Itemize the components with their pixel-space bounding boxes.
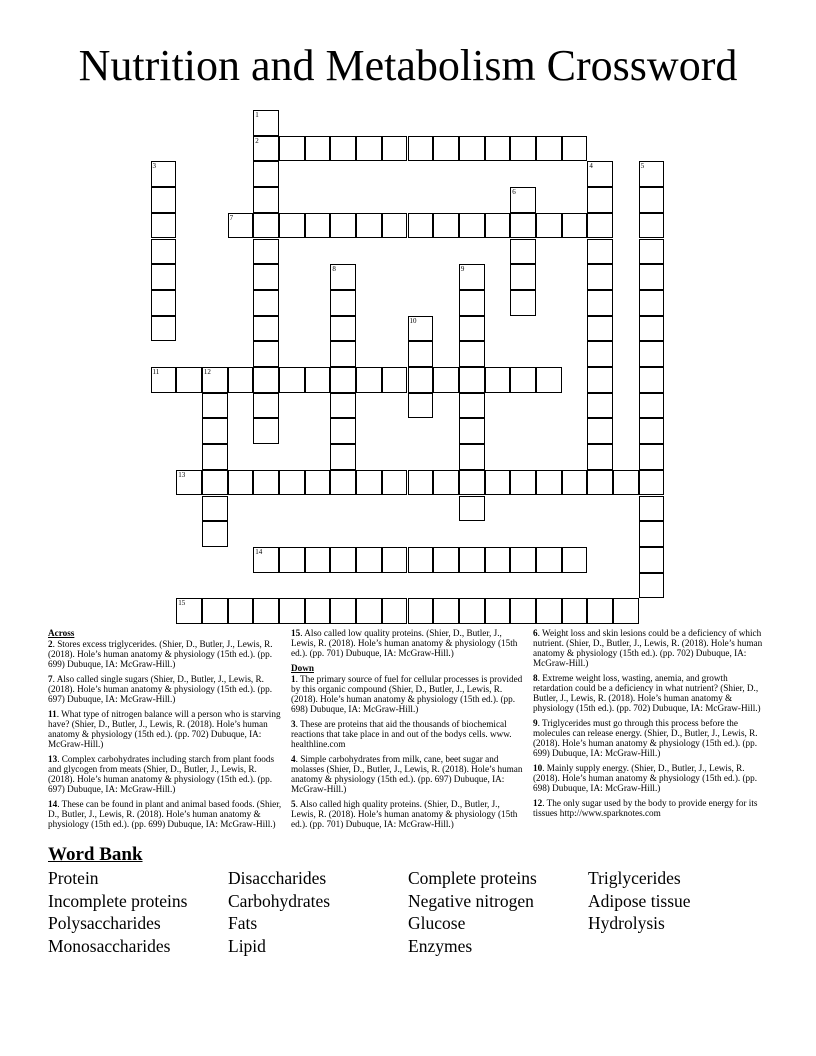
clue-across-2: 2. Stores excess triglycerides. (Shier, D., Butler, J., Lewis, R. (2018). Hole’s human anatomy & physiology (15th ed.). (pp. 699) Dubuque, IA: McGraw-Hill.) [48, 639, 273, 669]
crossword-cell[interactable] [202, 418, 228, 444]
crossword-cell[interactable] [356, 547, 382, 573]
clue-number: 7 [229, 213, 234, 222]
clue-across-15: 15. Also called low quality proteins. (Shier, D., Butler, J., Lewis, R. (2018). Hole’s human anatomy & physiology (15th ed.). (pp. 701) Dubuque, IA: McGraw-Hill.) [291, 628, 518, 658]
crossword-cell[interactable] [382, 598, 408, 624]
crossword-cell[interactable] [459, 290, 485, 316]
crossword-cell[interactable] [202, 444, 228, 470]
crossword-cell[interactable] [202, 470, 228, 496]
crossword-cell[interactable] [176, 470, 202, 496]
crossword-cell[interactable] [305, 598, 331, 624]
crossword-cell[interactable] [330, 136, 356, 162]
crossword-cell[interactable] [587, 341, 613, 367]
crossword-cell[interactable] [510, 290, 536, 316]
crossword-cell[interactable] [639, 264, 665, 290]
crossword-cell[interactable] [356, 470, 382, 496]
crossword-cell[interactable] [253, 213, 279, 239]
crossword-cell[interactable] [459, 136, 485, 162]
crossword-cell[interactable] [562, 547, 588, 573]
crossword-cell[interactable] [279, 547, 305, 573]
across-heading: Across [48, 628, 75, 638]
crossword-cell[interactable] [613, 470, 639, 496]
crossword-cell[interactable] [279, 136, 305, 162]
word-bank-item: Polysaccharides [48, 913, 161, 933]
crossword-cell[interactable] [510, 239, 536, 265]
crossword-cell[interactable] [459, 213, 485, 239]
crossword-cell[interactable] [151, 161, 177, 187]
crossword-cell[interactable] [433, 598, 459, 624]
crossword-cell[interactable] [253, 418, 279, 444]
crossword-cell[interactable] [536, 136, 562, 162]
crossword-cell[interactable] [151, 264, 177, 290]
crossword-cell[interactable] [279, 598, 305, 624]
crossword-cell[interactable] [408, 598, 434, 624]
crossword-cell[interactable] [587, 316, 613, 342]
crossword-cell[interactable] [176, 367, 202, 393]
crossword-cell[interactable] [587, 239, 613, 265]
crossword-cell[interactable] [330, 367, 356, 393]
crossword-cell[interactable] [510, 598, 536, 624]
crossword-cell[interactable] [562, 213, 588, 239]
down-heading: Down [291, 663, 314, 673]
clue-down-3: 3. These are proteins that aid the thousands of biochemical reactions that take place in and out of the bodys cells. www. healthline.com [291, 719, 512, 749]
crossword-cell[interactable] [587, 213, 613, 239]
crossword-cell[interactable] [253, 598, 279, 624]
crossword-cell[interactable] [330, 547, 356, 573]
crossword-cell[interactable] [433, 367, 459, 393]
clue-number: 15 [178, 599, 186, 608]
crossword-cell[interactable] [228, 367, 254, 393]
crossword-cell[interactable] [459, 418, 485, 444]
crossword-cell[interactable] [459, 264, 485, 290]
clue-number: 3 [152, 162, 156, 171]
clue-number: 8 [332, 265, 336, 274]
crossword-cell[interactable] [356, 367, 382, 393]
clue-down-5: 5. Also called high quality proteins. (Shier, D., Butler, J., Lewis, R. (2018). Hole’s human anatomy & physiology (15th ed.). (pp. 701) Dubuque, IA: McGraw-Hill.) [291, 799, 518, 829]
crossword-cell[interactable] [253, 341, 279, 367]
crossword-cell[interactable] [433, 213, 459, 239]
crossword-cell[interactable] [587, 187, 613, 213]
crossword-cell[interactable] [253, 161, 279, 187]
crossword-cell[interactable] [330, 213, 356, 239]
crossword-cell[interactable] [562, 470, 588, 496]
crossword-cell[interactable] [330, 418, 356, 444]
clue-across-11: 11. What type of nitrogen balance will a person who is starving have? (Shier, D., Butler, J., Lewis, R. (2018). Hole’s human anatomy & physiology (15th ed.). (pp. 702) Dubuque, IA: McGraw-Hill.) [48, 709, 281, 749]
word-bank-item: Monosaccharides [48, 935, 171, 956]
crossword-cell[interactable] [382, 136, 408, 162]
crossword-cell[interactable] [382, 367, 408, 393]
crossword-cell[interactable] [151, 239, 177, 265]
crossword-cell[interactable] [253, 110, 279, 136]
crossword-cell[interactable] [151, 367, 177, 393]
word-bank-item: Incomplete proteins [48, 890, 188, 911]
clue-number: 5 [640, 162, 645, 171]
crossword-cell[interactable] [639, 341, 665, 367]
crossword-cell[interactable] [305, 136, 331, 162]
crossword-cell[interactable] [382, 547, 408, 573]
crossword-cell[interactable] [330, 444, 356, 470]
crossword-cell[interactable] [485, 136, 511, 162]
crossword-cell[interactable] [151, 187, 177, 213]
clues-column-3 [533, 628, 769, 823]
crossword-cell[interactable] [639, 213, 665, 239]
word-bank-heading: Word Bank [48, 844, 143, 865]
crossword-cell[interactable] [228, 470, 254, 496]
crossword-cell[interactable] [587, 598, 613, 624]
crossword-cell[interactable] [408, 136, 434, 162]
crossword-cell[interactable] [330, 393, 356, 419]
crossword-cell[interactable] [408, 367, 434, 393]
clue-number: 12 [203, 368, 211, 376]
crossword-cell[interactable] [433, 470, 459, 496]
crossword-cell[interactable] [485, 547, 511, 573]
clue-number: 10 [409, 316, 417, 325]
word-bank-item: Lipid [228, 935, 266, 956]
crossword-cell[interactable] [151, 290, 177, 316]
crossword-cell[interactable] [587, 418, 613, 444]
clues-column-2 [291, 628, 524, 834]
crossword-cell[interactable] [459, 393, 485, 419]
crossword-cell[interactable] [253, 264, 279, 290]
crossword-cell[interactable] [253, 316, 279, 342]
clue-across-14: 14. These can be found in plant and animal based foods. (Shier, D., Butler, J., Lewis, R. (2018). Hole’s human anatomy & physiology (15th ed.). (pp. 699) Dubuque, IA: McGraw-Hill.) [48, 799, 282, 829]
word-bank-item: Fats [228, 913, 258, 933]
crossword-cell[interactable] [587, 367, 613, 393]
crossword-cell[interactable] [228, 598, 254, 624]
crossword-cell[interactable] [356, 598, 382, 624]
crossword-cell[interactable] [253, 187, 279, 213]
clue-down-4: 4. Simple carbohydrates from milk, cane, beet sugar and molasses (Shier, D., Butler, J., Lewis, R. (2018). Hole’s human anatomy & physiology (15th ed.). (pp. 697) Dubuque, IA: McGraw-Hill.) [291, 754, 523, 794]
crossword-cell[interactable] [330, 290, 356, 316]
crossword-cell[interactable] [639, 444, 665, 470]
clue-number: 13 [178, 470, 186, 479]
crossword-cell[interactable] [536, 367, 562, 393]
crossword-cell[interactable] [459, 316, 485, 342]
crossword-cell[interactable] [639, 573, 665, 599]
clue-across-13: 13. Complex carbohydrates including starch from plant foods and glycogen from meats (Shier, D., Butler, J., Lewis, R. (2018). Hole’s human anatomy & physiology (15th ed.). (pp. 697) Dubuque, IA: McGraw-Hill.) [48, 754, 275, 794]
clue-down-1: 1. The primary source of fuel for cellular processes is provided by this organic compound (Shier, D., Butler, J., Lewis, R. (2018). Hole’s human anatomy & physiology (15th ed.). (pp. 698) Dubuque, IA: McGraw-Hill.) [291, 674, 523, 714]
crossword-cell[interactable] [330, 264, 356, 290]
clue-across-7: 7. Also called single sugars (Shier, D., Butler, J., Lewis, R. (2018). Hole’s human anatomy & physiology (15th ed.). (pp. 697) Dubuque, IA: McGraw-Hill.) [48, 674, 273, 704]
crossword-cell[interactable] [202, 521, 228, 547]
clue-down-6: 6. Weight loss and skin lesions could be a deficiency of which nutrient. (Shier, D., Butler, J., Lewis, R. (2018). Hole’s human anatomy & physiology (15th ed.). (pp. 702) Dubuque, IA: McGraw-Hill.) [533, 628, 763, 668]
crossword-cell[interactable] [408, 470, 434, 496]
word-bank-item: Negative nitrogen [408, 890, 534, 911]
crossword-cell[interactable] [587, 161, 613, 187]
clue-number: 6 [512, 188, 516, 197]
crossword-cell[interactable] [408, 316, 434, 342]
page-title: Nutrition and Metabolism Crossword [78, 41, 738, 90]
clue-number: 4 [589, 162, 593, 171]
crossword-cell[interactable] [459, 341, 485, 367]
crossword-cell[interactable] [510, 187, 536, 213]
crossword-cell[interactable] [639, 521, 665, 547]
crossword-cell[interactable] [433, 547, 459, 573]
crossword-cell[interactable] [202, 496, 228, 522]
crossword-cell[interactable] [305, 367, 331, 393]
crossword-cell[interactable] [562, 598, 588, 624]
crossword-cell[interactable] [151, 213, 177, 239]
crossword-cell[interactable] [485, 367, 511, 393]
crossword-cell[interactable] [639, 239, 665, 265]
clue-number: 14 [255, 547, 263, 556]
crossword-cell[interactable] [510, 547, 536, 573]
crossword-cell[interactable] [510, 264, 536, 290]
crossword-cell[interactable] [587, 264, 613, 290]
crossword-cell[interactable] [639, 187, 665, 213]
crossword-cell[interactable] [639, 290, 665, 316]
crossword-cell[interactable] [279, 470, 305, 496]
clue-down-9: 9. Triglycerides must go through this process before the molecules can release energy. (Shier, D., Butler, J., Lewis, R. (2018). Hole’s human anatomy & physiology (15th ed.). (pp. 699) Dubuque, IA: McGraw-Hill.) [533, 718, 758, 758]
crossword-cell[interactable] [305, 470, 331, 496]
crossword-cell[interactable] [253, 547, 279, 573]
word-bank-item: Triglycerides [588, 868, 681, 888]
clue-number: 9 [460, 265, 465, 274]
crossword-cell[interactable] [510, 470, 536, 496]
crossword-cell[interactable] [202, 393, 228, 419]
crossword-cell[interactable] [356, 213, 382, 239]
crossword-cell[interactable] [330, 316, 356, 342]
crossword-cell[interactable] [459, 470, 485, 496]
crossword-cell[interactable] [587, 444, 613, 470]
crossword-cell[interactable] [587, 290, 613, 316]
crossword-cell[interactable] [510, 136, 536, 162]
crossword-cell[interactable] [408, 341, 434, 367]
crossword-cell[interactable] [382, 470, 408, 496]
crossword-cell[interactable] [151, 316, 177, 342]
crossword-cell[interactable] [510, 367, 536, 393]
crossword-cell[interactable] [330, 598, 356, 624]
crossword-cell[interactable] [279, 213, 305, 239]
crossword-cell[interactable] [485, 470, 511, 496]
word-bank-item: Complete proteins [408, 868, 537, 888]
crossword-cell[interactable] [459, 547, 485, 573]
crossword-cell[interactable] [253, 136, 279, 162]
crossword-cell[interactable] [408, 547, 434, 573]
crossword-cell[interactable] [459, 496, 485, 522]
clue-number: 1 [255, 111, 259, 119]
crossword-cell[interactable] [639, 316, 665, 342]
crossword-cell[interactable] [536, 470, 562, 496]
clue-number: 2 [255, 136, 259, 145]
word-bank-item: Hydrolysis [588, 913, 665, 933]
clue-down-10: 10. Mainly supply energy. (Shier, D., Butler, J., Lewis, R. (2018). Hole’s human anatomy & physiology (15th ed.). (pp. 698) Dubuque, IA: McGraw-Hill.) [533, 763, 758, 793]
word-bank-item: Disaccharides [228, 868, 327, 888]
crossword-cell[interactable] [587, 470, 613, 496]
crossword-cell[interactable] [330, 470, 356, 496]
crossword-cell[interactable] [330, 341, 356, 367]
clue-down-12: 12. The only sugar used by the body to provide energy for its tissues http://www.sparknotes.com [533, 798, 758, 818]
crossword-cell[interactable] [408, 393, 434, 419]
crossword-cell[interactable] [253, 367, 279, 393]
crossword-cell[interactable] [228, 213, 254, 239]
crossword-cell[interactable] [639, 418, 665, 444]
crossword-cell[interactable] [510, 213, 536, 239]
crossword-cell[interactable] [639, 547, 665, 573]
crossword-cell[interactable] [408, 213, 434, 239]
word-bank-item: Enzymes [408, 935, 473, 956]
crossword-cell[interactable] [587, 393, 613, 419]
crossword-cell[interactable] [176, 598, 202, 624]
crossword-cell[interactable] [305, 213, 331, 239]
crossword-cell[interactable] [382, 213, 408, 239]
crossword-cell[interactable] [433, 136, 459, 162]
crossword-cell[interactable] [536, 598, 562, 624]
word-bank-item: Adipose tissue [588, 890, 691, 911]
crossword-cell[interactable] [279, 367, 305, 393]
crossword-cell[interactable] [639, 367, 665, 393]
word-bank-item: Glucose [408, 913, 466, 933]
crossword-cell[interactable] [253, 290, 279, 316]
crossword-cell[interactable] [639, 496, 665, 522]
crossword-cell[interactable] [202, 598, 228, 624]
crossword-cell[interactable] [485, 213, 511, 239]
crossword-cell[interactable] [485, 598, 511, 624]
crossword-cell[interactable] [639, 470, 665, 496]
crossword-cell[interactable] [459, 598, 485, 624]
crossword-cell[interactable] [536, 213, 562, 239]
crossword-cell[interactable] [202, 367, 228, 393]
word-bank-item: Protein [48, 868, 99, 888]
crossword-cell[interactable] [459, 367, 485, 393]
crossword-cell[interactable] [253, 239, 279, 265]
clues-column-1 [48, 628, 284, 834]
crossword-cell[interactable] [253, 470, 279, 496]
crossword-cell[interactable] [613, 598, 639, 624]
crossword-cell[interactable] [639, 393, 665, 419]
word-bank-item: Carbohydrates [228, 890, 331, 911]
clue-number: 11 [152, 368, 160, 376]
crossword-cell[interactable] [253, 393, 279, 419]
crossword-cell[interactable] [562, 136, 588, 162]
crossword-cell[interactable] [356, 136, 382, 162]
crossword-cell[interactable] [536, 547, 562, 573]
crossword-cell[interactable] [639, 161, 665, 187]
crossword-cell[interactable] [459, 444, 485, 470]
crossword-cell[interactable] [305, 547, 331, 573]
clue-down-8: 8. Extreme weight loss, wasting, anemia, and growth retardation could be a deficiency in what nutrient? (Shier, D., Butler, J., Lewis, R. (2018). Hole’s human anatomy & physiology (15th ed.). (pp. 702) Dubuque, IA: McGraw-Hill.) [533, 673, 761, 713]
